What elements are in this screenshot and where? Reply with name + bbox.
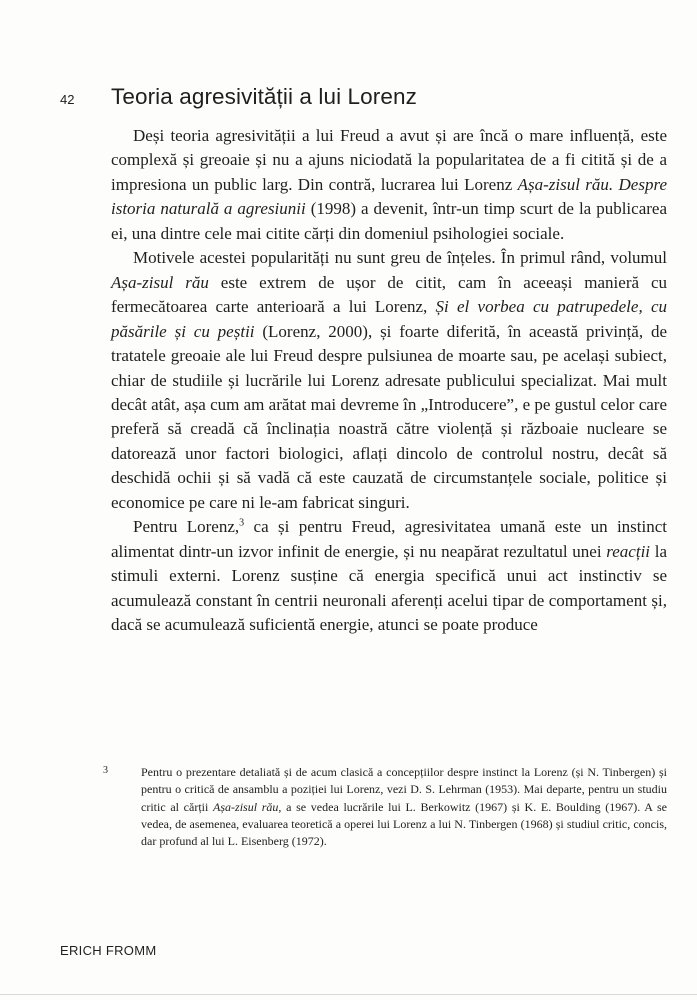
paragraph-1-text-c: (1998) a devenit, într-un timp scurt de la publicarea ei, una dintre cele mai citite cărți din domeniul psihologiei sociale. [111,199,667,243]
paragraph-3-text-d: la stimuli externi. Lorenz susține că energia specifică unui act instinctiv se acumulează constant în centrii neuronali aferenți acelui tipar de comportament și, dacă se acumulează suficientă energie, atunci se poate produce [111,541,667,635]
paragraph-2-text-a: Motivele acestei popularități nu sunt greu de înțeles. În primul rând, volumul [133,248,667,268]
page-number: 42 [60,92,75,107]
paragraph-2-text-c: este extrem de ușor de citit, cam în aceeași manieră cu fermecătoarea carte anterioară a lui Lorenz, [111,272,667,317]
paragraph-2-text-e: (Lorenz, 2000), și foarte diferită, în această privință, de tratatele greoaie ale lui Freud despre pulsiunea de moarte sau, pe același subiect, chiar de studiile și lucrările lui Lorenz adresate publicului specializat. Mai mult decât atât, așa cum am arătat mai devreme în „Introducere”, e pe gustul celor care preferă să creadă că înclinația noastră către violență și războaie nucleare se datorează unor factori biologici, aflați dincolo de controlul nostru, decât să deschidă ochii și să vadă că este cauzată de circumstanțele sociale, politice și economice pe care ni le-am fabricat singuri. [111,321,667,512]
paragraph-3-text-b: ca și pentru Freud, agresivitatea umană este un instinct alimentat dintr-un izvor infinit de energie, și nu neapărat rezultatul unei [111,517,667,561]
book-title-italic: Așa-zisul rău [111,272,209,292]
paragraph-1 [111,124,667,246]
paragraph-1-text-a: Deși teoria agresivității a lui Freud a avut și are încă o mare influență, este complexă și greoaie și nu a ajuns niciodată la popularitatea de a fi citită și de a impresiona un public larg. Din contră, lucrarea lui Lorenz [111,126,667,194]
running-footer: ERICH FROMM [60,943,157,958]
book-title-italic: Așa-zisul rău [213,799,279,814]
footnote-marker: 3 [103,765,108,776]
emphasis-italic: reacții [606,541,651,561]
page-edge-divider [0,994,697,995]
paragraph-3-text-a: Pentru Lorenz, [133,517,240,537]
paragraph-3 [111,515,667,637]
footnote-text-c: , a se vedea lucrările lui L. Berkowitz (1967) și K. E. Boulding (1967). A se vedea, de asemenea, evaluarea teoretică a operei lui Lorenz a lui N. Tinbergen (1968) și studiul critic, concis, dar profund al lui L. Eisenberg (1972). [141,799,667,849]
paragraph-2 [111,246,667,515]
footnote-text [141,764,667,850]
footnote-text-a: Pentru o prezentare detaliată și de acum clasică a concepțiilor despre instinct la Lorenz (și N. Tinbergen) și pentru o critică de ansamblu a poziției lui Lorenz, vezi D. S. Lehrman (1953). Mai departe, pentru un studiu critic al cărții [141,765,667,814]
body-text [111,124,667,638]
book-title-italic: Și el vorbea cu patrupedele, cu păsările și cu peștii [111,297,667,341]
section-title: Teoria agresivității a lui Lorenz [111,84,417,109]
footnote [103,764,667,850]
book-title-italic: Așa-zisul rău. Despre istoria naturală a agresiunii [111,174,667,219]
footnote-reference: 3 [239,517,245,529]
